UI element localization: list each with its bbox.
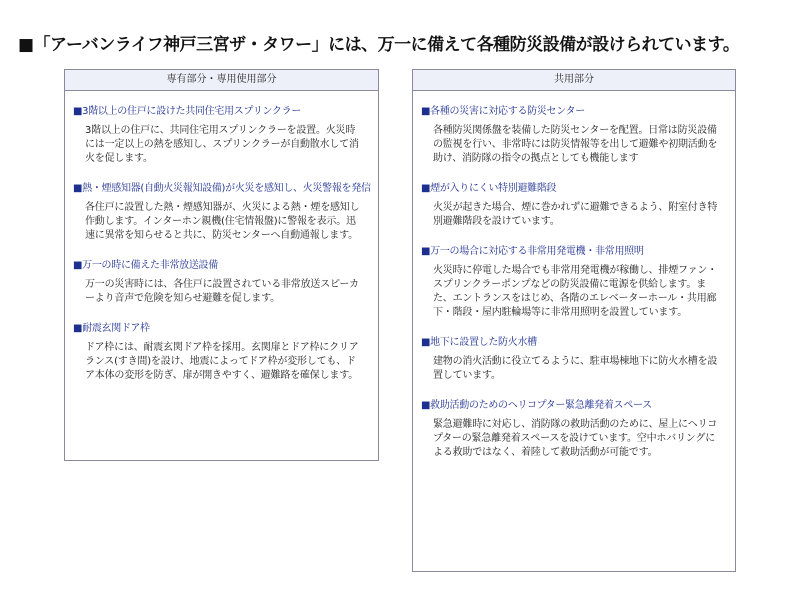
feature-heading: ■万一の場合に対応する非常用発電機・非常用照明 — [421, 246, 644, 257]
feature-description: ドア枠には、耐震玄関ドア枠を採用。玄関扉とドア枠にクリアランス(すき間)を設け、地震によってドア枠が変形しても、ドア本体の変形を防ぎ、扉が開きやすく、避難路を確保します。 — [85, 342, 359, 381]
feature-description: 各住戸に設置した熱・煙感知器が、火災による熱・煙を感知し作動します。インターホン親機(住宅情報盤)に警報を表示。迅速に異常を知らせると共に、防災センターへ自動通報します。 — [85, 202, 360, 241]
common-area-panel — [412, 69, 736, 572]
feature-fire-water-tank — [421, 336, 727, 383]
feature-heading: ■各種の災害に対応する防災センター — [421, 106, 585, 117]
feature-description: 火災時に停電した場合でも非常用発電機が稼働し、排煙ファン・スプリンクラーポンプなどの防災設備に電源を供給します。また、エントランスをはじめ、各階のエレベーターホール・共用廊下・階段・屋内駐輪場等に非常用照明を設置しています。 — [433, 265, 717, 318]
feature-smoke-detector — [73, 182, 370, 243]
feature-description: 3階以上の住戸に、共同住宅用スプリンクラーを設置。火災時には一定以上の熱を感知し、スプリンクラーが自動散水して消火を促します。 — [85, 125, 359, 164]
feature-seismic-door-frame — [73, 322, 370, 383]
feature-description: 各種防災関係盤を装備した防災センターを配置。日常は防災設備の監視を行い、非常時には防災情報等を出して避難や初期活動を助け、消防隊の指令の拠点としても機能します — [433, 125, 718, 164]
feature-heading: ■熱・煙感知器(自動火災報知設備)が火災を感知し、火災警報を発信 — [73, 183, 371, 194]
feature-description: 万一の災害時には、各住戸に設置されている非常放送スピーカーより音声で危険を知らせ避難を促します。 — [85, 279, 359, 304]
private-area-list — [65, 91, 378, 383]
feature-description: 緊急避難時に対応し、消防隊の救助活動のために、屋上にヘリコプターの緊急離発着スペースを設けています。空中ホバリングによる救助ではなく、着陸して救助活動が可能です。 — [433, 419, 717, 458]
common-area-list — [413, 91, 735, 460]
private-area-panel — [64, 69, 379, 461]
feature-heading: ■耐震玄関ドア枠 — [73, 323, 150, 334]
page-title: ■「アーバンライフ神戸三宮ザ・タワー」には、万一に備えて各種防災設備が設けられています。 — [18, 35, 740, 55]
feature-helicopter-space — [421, 399, 727, 460]
feature-evacuation-stairs — [421, 182, 727, 229]
panel-header-common: 共用部分 — [413, 70, 735, 91]
feature-heading: ■地下に設置した防火水槽 — [421, 337, 537, 348]
feature-sprinkler — [73, 105, 370, 166]
feature-heading: ■3階以上の住戸に設けた共同住宅用スプリンクラー — [73, 106, 302, 117]
feature-description: 建物の消火活動に役立てるように、駐車場棟地下に防火水槽を設置しています。 — [433, 356, 718, 381]
feature-heading: ■煙が入りにくい特別避難階段 — [421, 183, 557, 194]
feature-disaster-center — [421, 105, 727, 166]
feature-description: 火災が起きた場合、煙に巻かれずに避難できるよう、附室付き特別避難階段を設けています。 — [433, 202, 718, 227]
feature-emergency-power — [421, 245, 727, 320]
feature-emergency-broadcast — [73, 259, 370, 306]
feature-heading: ■万一の時に備えた非常放送設備 — [73, 260, 218, 271]
panel-header-private: 専有部分・専用使用部分 — [65, 70, 378, 91]
feature-heading: ■救助活動のためのヘリコプター緊急離発着スペース — [421, 400, 652, 411]
